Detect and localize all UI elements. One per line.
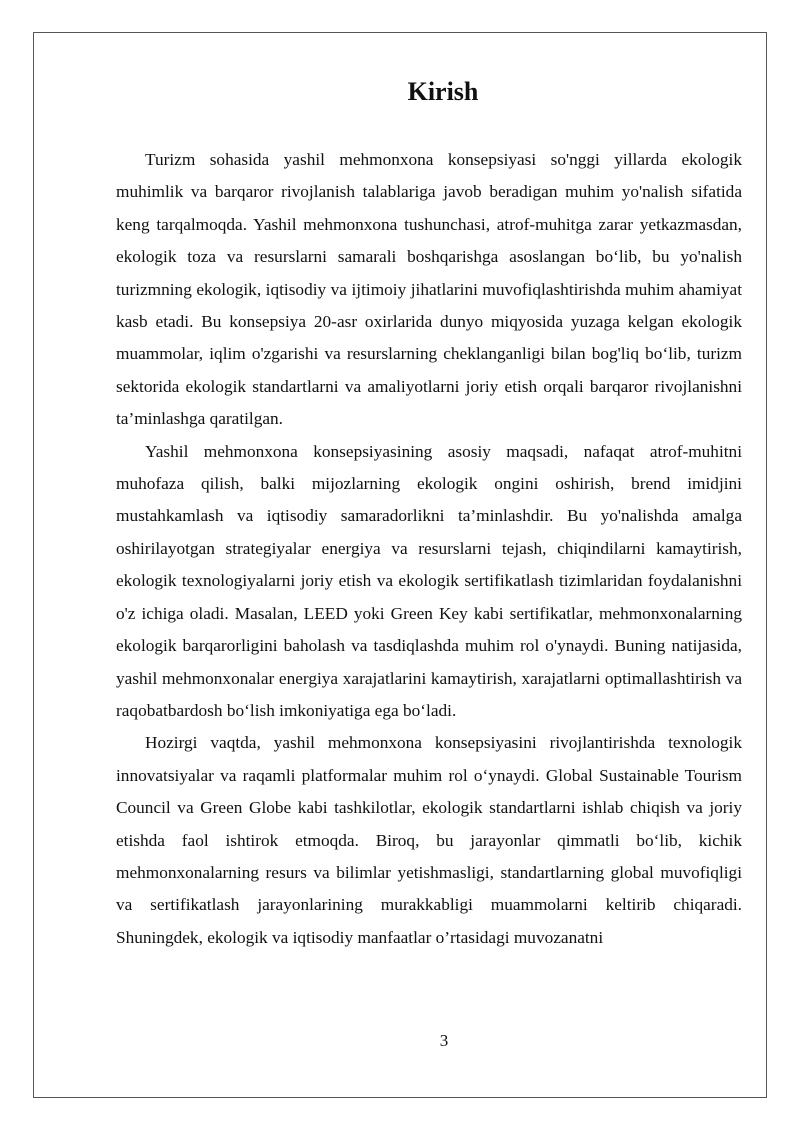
paragraph-3: Hozirgi vaqtda, yashil mehmonxona konsepsiyasini rivojlantirishda texnologik innovatsiyalar va raqamli platformalar muhim rol o‘ynaydi. Global Sustainable Tourism Council va Green Globe kabi tashkilotlar, ekologik standartlarni ishlab chiqish va joriy etishda faol ishtirok etmoqda. Biroq, bu jarayonlar qimmatli bo‘lib, kichik mehmonxonalarning resurs va bilimlar yetishmasligi, standartlarning global muvofiqligi va sertifikatlash jarayonlarining murakkabligi muammolarni keltirib chiqaradi. Shuningdek, ekologik va iqtisodiy manfaatlar o’rtasidagi muvozanatni — [116, 733, 742, 947]
page-title: Kirish — [407, 77, 479, 106]
body-text — [116, 144, 742, 954]
paragraph-1: Turizm sohasida yashil mehmonxona konsepsiyasi so'nggi yillarda ekologik muhimlik va barqaror rivojlanish talablariga javob beradigan muhim yo'nalish sifatida keng tarqalmoqda. Yashil mehmonxona tushunchasi, atrof-muhitga zarar yetkazmasdan, ekologik toza va resurslarni samarali boshqarishga asoslangan bo‘lib, bu yo'nalish turizmning ekologik, iqtisodiy va ijtimoiy jihatlarini muvofiqlashtirishda muhim ahamiyat kasb etadi. Bu konsepsiya 20-asr oxirlarida dunyo miqyosida yuzaga kelgan ekologik muammolar, iqlim o'zgarishi va resurslarning cheklanganligi bilan bog'liq bo‘lib, turizm sektorida ekologik standartlarni va amaliyotlarni joriy etish orqali barqaror rivojlanishni ta’minlashga qaratilgan. — [116, 150, 742, 429]
page-number: 3 — [439, 1031, 449, 1050]
paragraph-2: Yashil mehmonxona konsepsiyasining asosiy maqsadi, nafaqat atrof-muhitni muhofaza qilish, balki mijozlarning ekologik ongini oshirish, brend imidjini mustahkamlash va iqtisodiy samaradorlikni ta’minlashdir. Bu yo'nalishda amalga oshirilayotgan strategiyalar energiya va resurslarni tejash, chiqindilarni kamaytirish, ekologik texnologiyalarni joriy etish va ekologik sertifikatlash tizimlaridan foydalanishni o'z ichiga oladi. Masalan, LEED yoki Green Key kabi sertifikatlar, mehmonxonalarning ekologik barqarorligini baholash va tasdiqlashda muhim rol o'ynaydi. Buning natijasida, yashil mehmonxonalar energiya xarajatlarini kamaytirish, xarajatlarni optimallashtirish va raqobatbardosh bo‘lish imkoniyatiga ega bo‘ladi. — [116, 441, 742, 720]
